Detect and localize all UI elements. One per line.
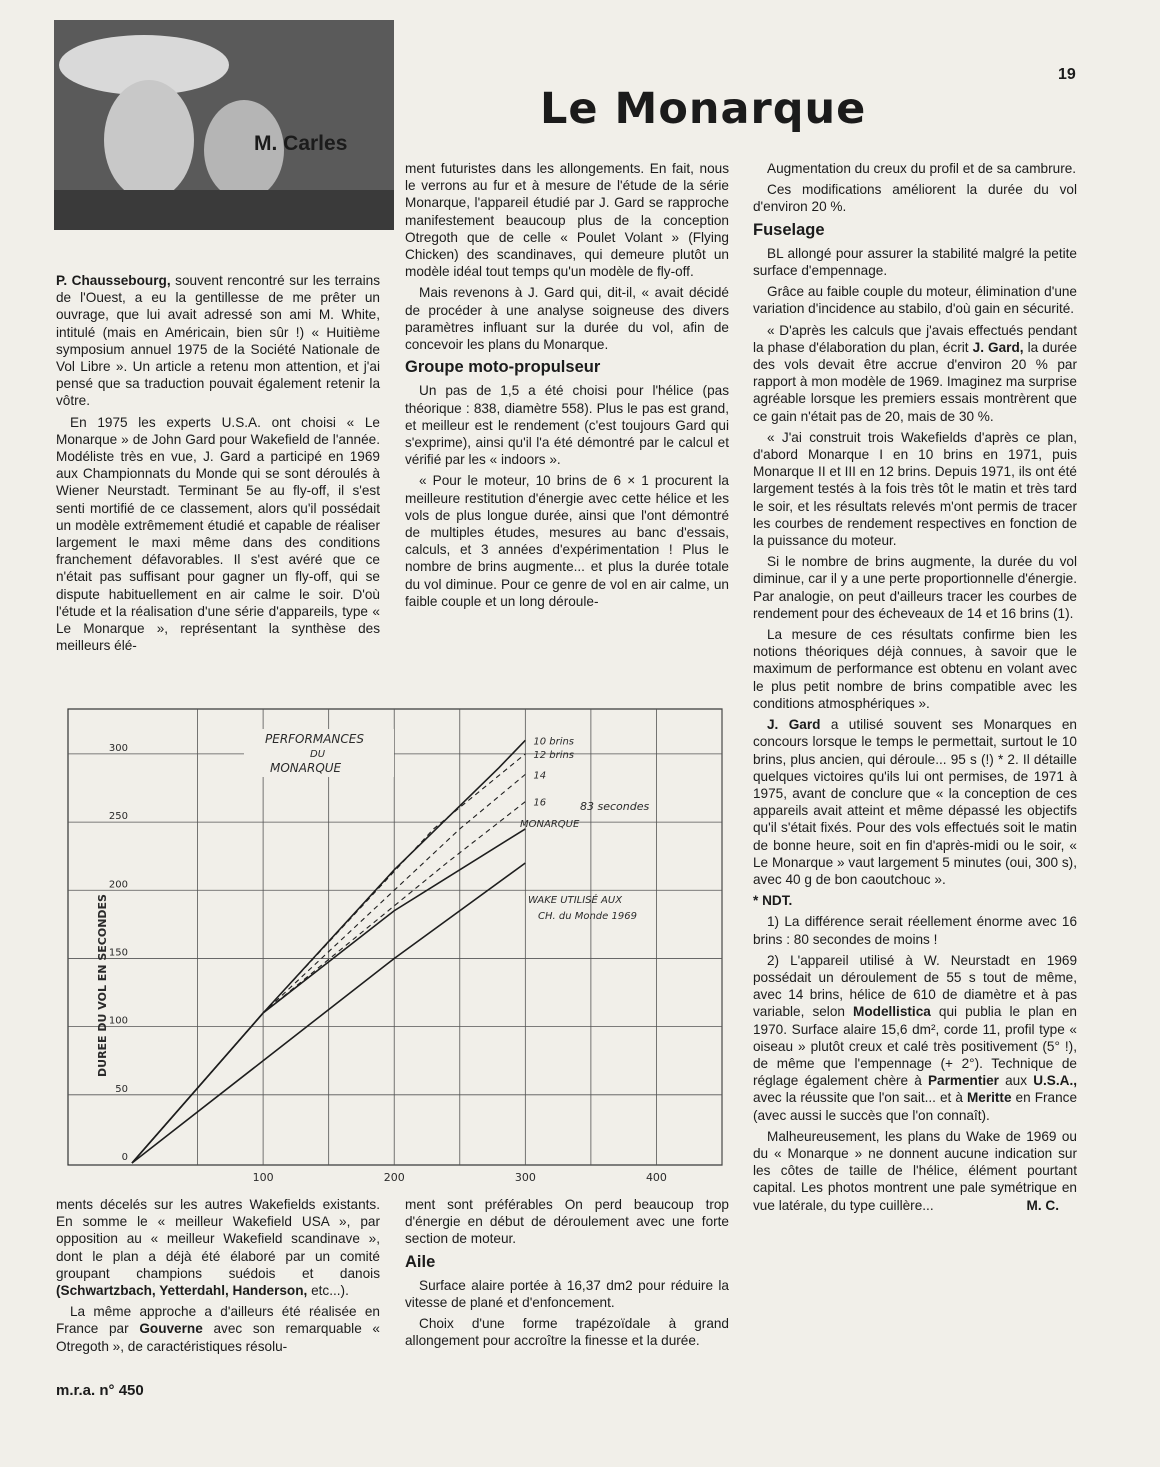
chart-title-line-1: PERFORMANCES [265,732,364,746]
signature: M. C. [1026,1197,1059,1213]
paragraph: En 1975 les experts U.S.A. ont choisi « Le Monarque » de John Gard pour Wakefield de l'année. Modéliste très en vue, J. Gard a participé en 1969 aux Championnats du Monde qui se sont déroulés à Wiener Neurstadt. Terminant 5e au fly-off, il s'est senti mortifié de ce classement, alors qu'il possédait un modèle extrêmement étudié et capable de réaliser largement le maxi même dans des conditions franchement défavorables. Il s'est avéré que ce n'était pas suffisant pour gagner un fly-off, qui se dispute habituellement en air calme le soir. D'où l'étude et la réalisation d'une série d'appareils, type « Le Monarque », représentant la synthèse des meilleurs élé- [56,414,380,654]
paragraph: La même approche a d'ailleurs été réalisée en France par Gouverne avec son remarquable « Otregoth », de caractéristiques résolu- [56,1304,380,1354]
footnote: 2) L'appareil utilisé à W. Neurstadt en 1969 possédait un déroulement de 55 s tout de même, avec 14 brins, hélice de 610 de diamètre et à pas variable, selon Modellistica qui publia le plan en 1970. Surface alaire 15,6 dm², corde 11, profil type « oiseau » plutôt creux et calé très positivement (5° !), de même que l'empennage (+ 2°). Technique de réglage également chère à Parmentier aux U.S.A., avec la réussite que l'on sait... et à Meritte en France (avec aussi le succès que l'on connaît). [753,952,1078,1123]
column-1-top [56,272,380,658]
annotation-83-secondes: 83 secondes [580,800,650,813]
chart-title-line-2: DU [310,749,326,760]
y-tick-label: 0 [121,1152,128,1163]
paragraph: « Pour le moteur, 10 brins de 6 × 1 procurent la meilleure restitution d'énergie avec cette hélice et les vols de plus longue durée, ainsi que l'ont démontré de multiples études, mesures au banc d'essais, calculs, et 3 années d'expérimentation ! Plus le nombre de brins augmente... et plus la durée totale du vol diminue. Pour ce genre de vol en air calme, un faible couple et un long déroule- [405,473,729,609]
page-number: 19 [1058,66,1076,83]
annotation-wake-line-1: WAKE UTILISÉ AUX [528,895,623,906]
series-label: 16 [533,797,547,809]
annotation-monarque: MONARQUE [520,819,580,830]
x-tick-label: 300 [514,1171,536,1184]
x-tick-label: 100 [252,1171,274,1184]
column-1-bottom [56,1196,380,1359]
paragraph: Si le nombre de brins augmente, la durée du vol diminue, car il y a une perte proportionnelle d'énergie. Par analogie, on peut d'ailleurs tracer les courbes de rendement pour des écheveaux de 14 et 16 brins (1). [753,554,1077,621]
author-photo [54,20,394,230]
chart-frame [68,709,722,1165]
note-heading: * NDT. [753,893,793,909]
chart-title-line-3: MONARQUE [270,761,342,775]
author-name: M. Carles [254,132,348,155]
paragraph: ment sont préférables On perd beaucoup trop d'énergie en début de déroulement avec une forte section de moteur. [405,1197,729,1247]
column-2-bottom [405,1196,729,1354]
portrait-photo-icon [54,20,394,230]
paragraph: P. Chaussebourg, souvent rencontré sur les terrains de l'Ouest, a eu la gentillesse de me prêter un ouvrage, que lui avait adressé son ami M. White, intitulé (mais en Américain, bien sûr !) « Huitième symposium annuel 1975 de la Société Nationale de Vol Libre ». Un article a retenu mon attention, et j'ai pensé que sa traduction pouvait également retenir la vôtre. [56,273,380,409]
y-tick-label: 100 [108,1015,128,1027]
paragraph: BL allongé pour assurer la stabilité malgré la petite surface d'empennage. [753,245,1077,279]
series-label: 10 brins [533,736,575,748]
y-tick-label: 50 [115,1083,128,1095]
paragraph: « D'après les calculs que j'avais effectués pendant la phase d'élaboration du plan, écrit J. Gard, la durée des vols devait être accrue d'environ 20 % par rapport à mon modèle de 1969. Imaginez ma surprise agréable lorsque les premiers essais montrèrent que ce gain n'était pas de 20, mais de 30 %. [753,322,1078,424]
section-heading: Aile [405,1252,436,1271]
footer-issue: m.r.a. n° 450 [56,1382,144,1399]
paragraph: Grâce au faible couple du moteur, élimination d'une variation d'incidence au stabilo, d'où gain en sécurité. [753,284,1077,317]
series-label: 12 brins [533,749,575,761]
column-3 [753,160,1077,1218]
section-heading: Groupe moto-propulseur [405,358,601,377]
paragraph: ment futuristes dans les allongements. En fait, nous le verrons au fur et à mesure de l'étude de la série Monarque, l'appareil étudié par J. Gard se rapproche manifestement beaucoup plus de la conception Otregoth que de celle « Poulet Volant » (Flying Chicken) des scandinaves, qui demeure plutôt un modèle idéal tout temps qu'un modèle de fly-off. [405,161,729,280]
chart-ylabel: DUREE DU VOL EN SECONDES [96,894,109,1077]
paragraph: Augmentation du creux du profil et de sa cambrure. [767,161,1077,176]
y-tick-label: 300 [108,742,128,754]
column-2-top [405,160,729,614]
paragraph: Malheureusement, les plans du Wake de 1969 ou du « Monarque » ne donnent aucune indication sur les côtes de taille de l'hélice, élément pourtant capital. Les photos montrent une pale symétrique en vue latérale, du type cuillère... M. C. [753,1128,1077,1213]
paragraph: Ces modifications améliorent la durée du vol d'environ 20 %. [753,182,1077,215]
section-heading: Fuselage [753,220,825,239]
x-tick-label: 400 [645,1171,667,1184]
paragraph: Choix d'une forme trapézoïdale à grand allongement pour accroître la finesse et la durée. [405,1316,729,1349]
y-tick-label: 250 [108,811,128,823]
performance-chart [60,705,728,1190]
article-title: Le Monarque [540,84,867,134]
x-tick-label: 200 [383,1171,405,1184]
paragraph: Surface alaire portée à 16,37 dm2 pour réduire la vitesse de plané et d'enfoncement. [405,1277,729,1311]
paragraph: La mesure de ces résultats confirme bien les notions théoriques déjà connues, à savoir que le maximum de performance est obtenu en volant avec le plus petit nombre de brins compatible avec les conditions atmosphériques ». [753,627,1077,711]
paragraph: J. Gard a utilisé souvent ses Monarques en concours lorsque le temps le permettait, surtout le 10 brins, plus ancien, qui déroule... 95 s (!) * 2. Il détaille quelques victoires qu'ils lui ont permises, de 1971 à 1975, avant de conclure que « la conception de ces appareils avait atteint et même dépassé les objectifs qu'il s'était fixés. Pour des vols effectués soit le matin de bonne heure, soit en fin d'après-midi ou le soir, « Le Monarque » vaut largement 5 minutes (oui, 300 s), avec 40 g de bon caoutchouc ». [753,717,1077,887]
paragraph: Mais revenons à J. Gard qui, dit-il, « avait décidé de procéder à une analyse soigneuse des divers paramètres influant sur la durée du vol, afin de concevoir les plans du Monarque. [405,285,729,353]
paragraph: ments décelés sur les autres Wakefields existants. En somme le « meilleur Wakefield USA », par opposition au « meilleur Wakefield scandinave », dont le plan a déjà été élaboré par un comité groupant champions suédois et danois (Schwartzbach, Yetterdahl, Handerson, etc...). [56,1197,380,1299]
annotation-wake-line-2: CH. du Monde 1969 [538,911,637,922]
series-label: 14 [533,770,547,782]
paragraph: « J'ai construit trois Wakefields d'après ce plan, d'abord Monarque I en 10 brins en 1971, puis Monarque II et III en 12 brins. Depuis 1971, ils ont été largement testés à la fois très tôt le matin et très tard le soir, et les résultats relevés m'ont permis de tracer les courbes de rendement respectives en fonction de la puissance du moteur. [753,429,1077,549]
y-tick-label: 200 [108,879,128,891]
y-tick-label: 150 [108,947,128,959]
paragraph: Un pas de 1,5 a été choisi pour l'hélice (pas théorique : 838, diamètre 558). Plus le pas est grand, et meilleur est le rendement (c'est toujours Gard qui s'exprime), ainsi qu'il l'a été démontré par le calcul et vérifié par les « indoors ». [405,383,729,468]
footnote: 1) La différence serait réellement énorme avec 16 brins : 80 secondes de moins ! [753,914,1077,947]
